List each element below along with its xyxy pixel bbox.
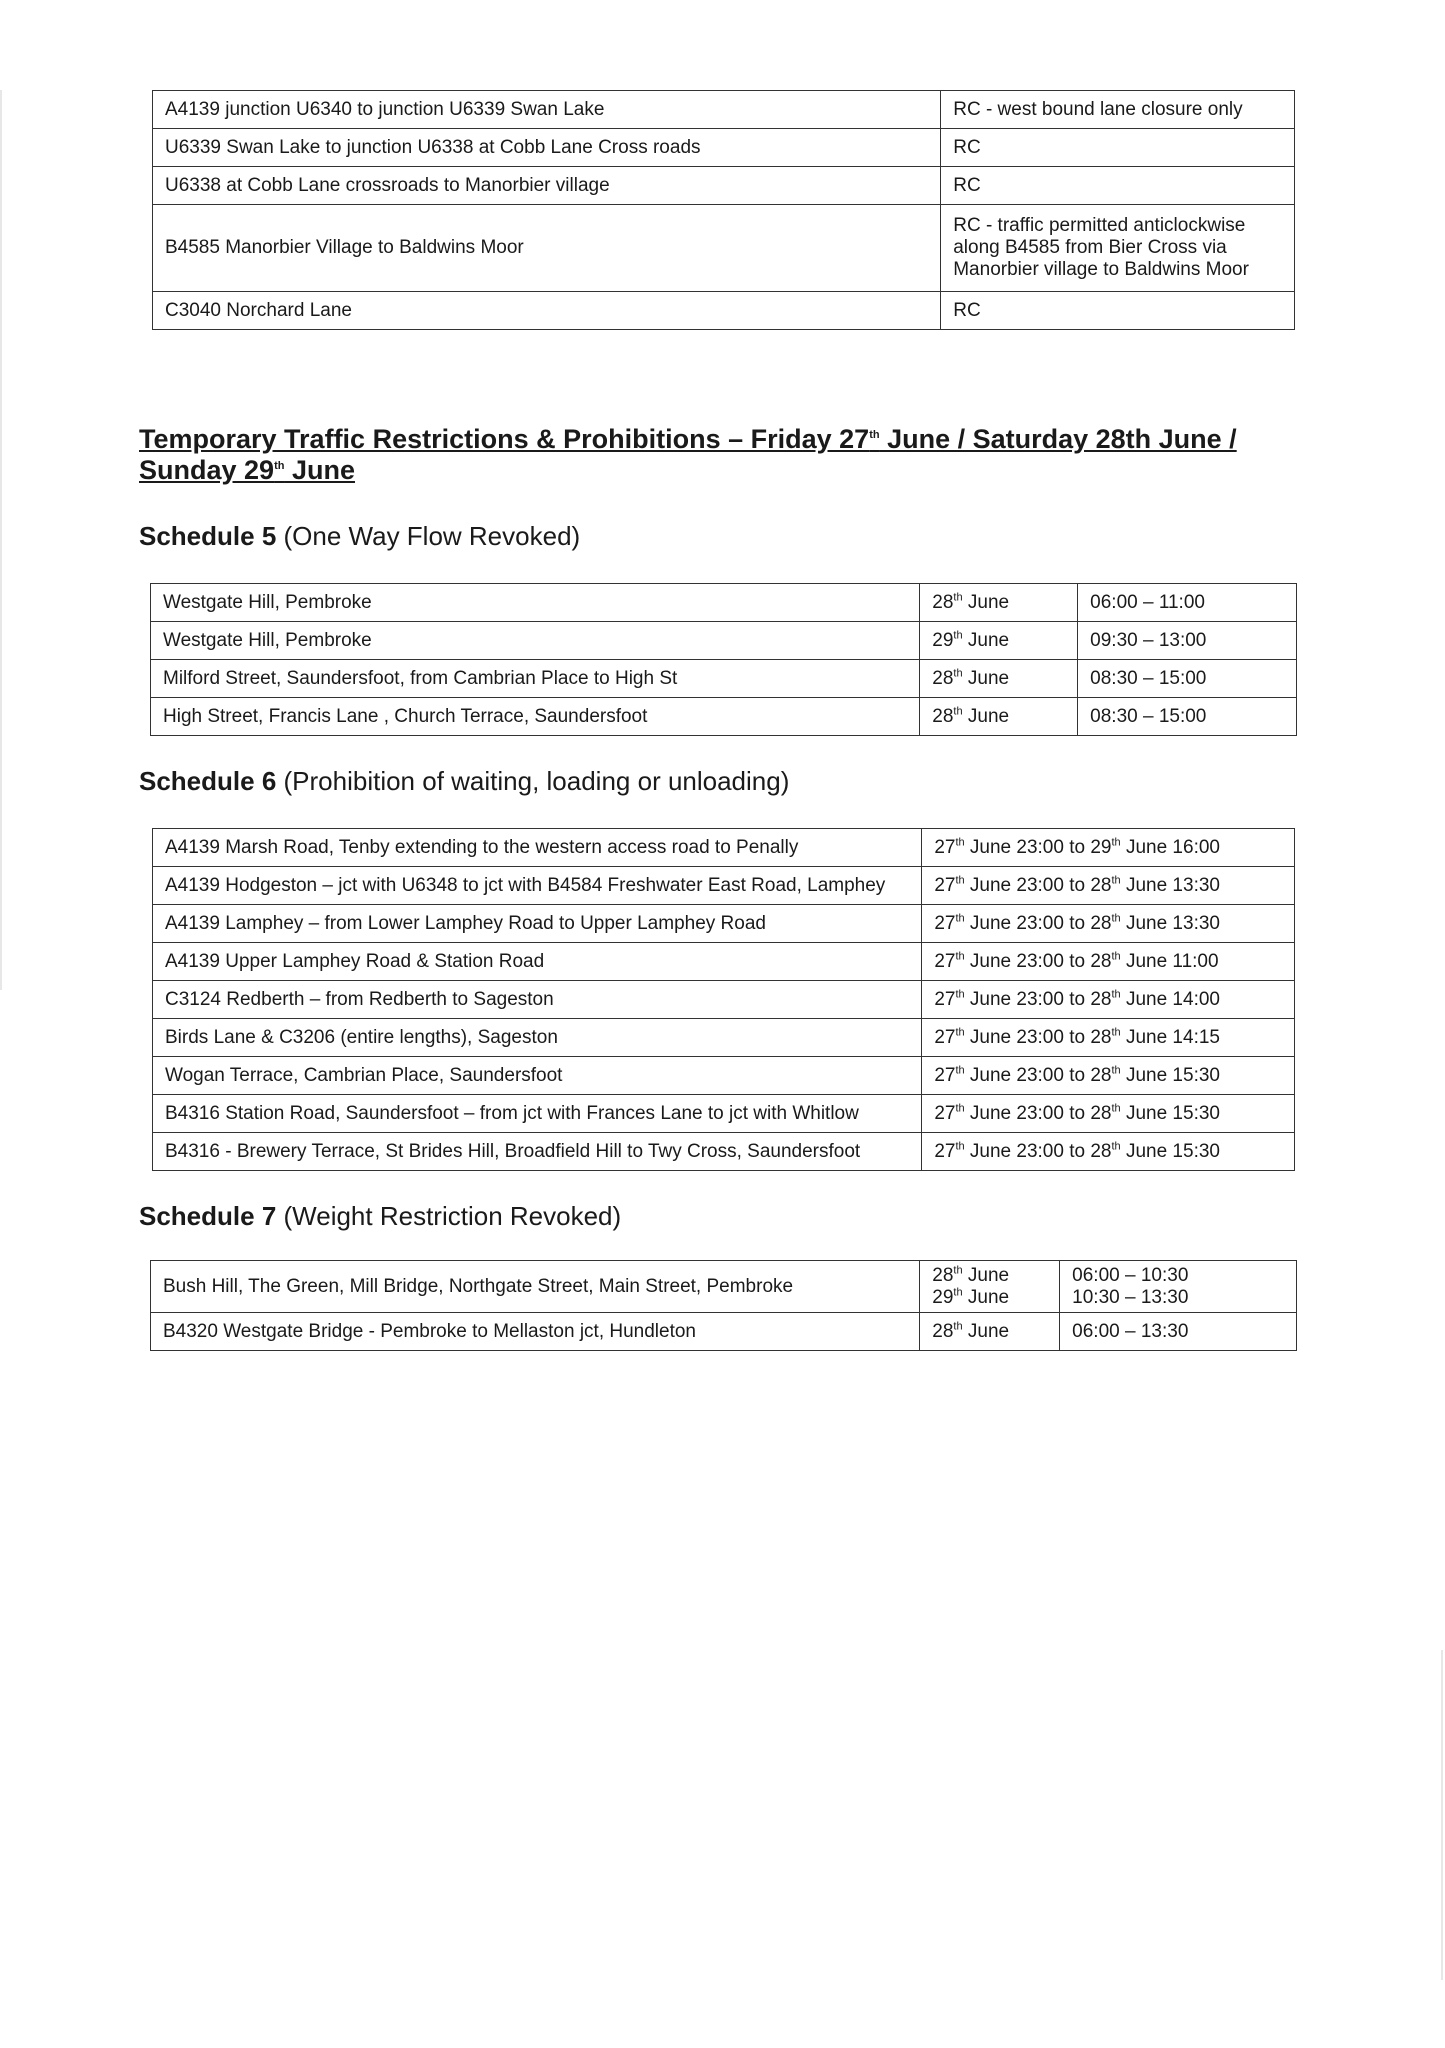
time-cell xyxy=(1060,1261,1297,1313)
road-cell: C3040 Norchard Lane xyxy=(153,292,941,330)
table-row xyxy=(153,1057,1295,1095)
table-row xyxy=(151,1313,1297,1351)
road-cell: High Street, Francis Lane , Church Terrace, Saundersfoot xyxy=(151,698,920,736)
date-line: 28th June xyxy=(932,1264,1010,1286)
time-cell: 09:30 – 13:00 xyxy=(1078,622,1297,660)
period-cell: 27th June 23:00 to 28th June 13:30 xyxy=(922,867,1295,905)
date-cell xyxy=(920,1261,1060,1313)
table-row xyxy=(153,905,1295,943)
schedule-7-table xyxy=(150,1260,1297,1351)
road-cell: A4139 junction U6340 to junction U6339 Swan Lake xyxy=(153,91,941,129)
period-cell: 27th June 23:00 to 28th June 11:00 xyxy=(922,943,1295,981)
restriction-cell: RC - west bound lane closure only xyxy=(941,91,1295,129)
table-row xyxy=(151,584,1297,622)
page-heading: Temporary Traffic Restrictions & Prohibitions – Friday 27th June / Saturday 28th June / Sunday 29th June xyxy=(139,424,1237,485)
road-cell: A4139 Upper Lamphey Road & Station Road xyxy=(153,943,922,981)
road-cell: Birds Lane & C3206 (entire lengths), Sageston xyxy=(153,1019,922,1057)
schedule-7-heading: Schedule 7 (Weight Restriction Revoked) xyxy=(139,1201,622,1231)
date-cell: 28th June xyxy=(920,660,1078,698)
period-cell: 27th June 23:00 to 28th June 13:30 xyxy=(922,905,1295,943)
road-cell: A4139 Hodgeston – jct with U6348 to jct with B4584 Freshwater East Road, Lamphey xyxy=(153,867,922,905)
period-cell: 27th June 23:00 to 29th June 16:00 xyxy=(922,829,1295,867)
restriction-cell: RC xyxy=(941,129,1295,167)
table-row xyxy=(153,867,1295,905)
table-row xyxy=(153,943,1295,981)
date-cell: 28th June xyxy=(920,1313,1060,1351)
road-cell: U6339 Swan Lake to junction U6338 at Cobb Lane Cross roads xyxy=(153,129,941,167)
table-row xyxy=(151,1261,1297,1313)
time-line: 10:30 – 13:30 xyxy=(1072,1286,1189,1308)
time-cell: 06:00 – 13:30 xyxy=(1060,1313,1297,1351)
road-cell: C3124 Redberth – from Redberth to Sageston xyxy=(153,981,922,1019)
table-row xyxy=(151,660,1297,698)
period-cell: 27th June 23:00 to 28th June 15:30 xyxy=(922,1057,1295,1095)
table-row xyxy=(153,829,1295,867)
table-row xyxy=(153,1019,1295,1057)
scan-edge-mark xyxy=(1441,1650,1443,1980)
period-cell: 27th June 23:00 to 28th June 14:15 xyxy=(922,1019,1295,1057)
time-cell: 08:30 – 15:00 xyxy=(1078,698,1297,736)
period-cell: 27th June 23:00 to 28th June 15:30 xyxy=(922,1095,1295,1133)
road-closure-table xyxy=(152,90,1295,330)
date-cell: 29th June xyxy=(920,622,1078,660)
table-row xyxy=(153,1095,1295,1133)
road-cell: B4320 Westgate Bridge - Pembroke to Mellaston jct, Hundleton xyxy=(151,1313,920,1351)
road-cell: A4139 Lamphey – from Lower Lamphey Road to Upper Lamphey Road xyxy=(153,905,922,943)
schedule-5-table xyxy=(150,583,1297,736)
road-cell: B4585 Manorbier Village to Baldwins Moor xyxy=(153,205,941,292)
table-row xyxy=(153,292,1295,330)
road-cell: Bush Hill, The Green, Mill Bridge, Northgate Street, Main Street, Pembroke xyxy=(151,1261,920,1313)
restriction-cell: RC xyxy=(941,167,1295,205)
table-row xyxy=(153,91,1295,129)
road-cell: B4316 Station Road, Saundersfoot – from jct with Frances Lane to jct with Whitlow xyxy=(153,1095,922,1133)
time-cell: 08:30 – 15:00 xyxy=(1078,660,1297,698)
restriction-cell: RC - traffic permitted anticlockwise along B4585 from Bier Cross via Manorbier village to Baldwins Moor xyxy=(941,205,1295,292)
table-row xyxy=(151,622,1297,660)
road-cell: A4139 Marsh Road, Tenby extending to the western access road to Penally xyxy=(153,829,922,867)
table-row xyxy=(153,205,1295,292)
period-cell: 27th June 23:00 to 28th June 15:30 xyxy=(922,1133,1295,1171)
road-cell: Westgate Hill, Pembroke xyxy=(151,584,920,622)
road-cell: Milford Street, Saundersfoot, from Cambrian Place to High St xyxy=(151,660,920,698)
table-row xyxy=(153,981,1295,1019)
date-cell: 28th June xyxy=(920,584,1078,622)
scan-edge-mark xyxy=(0,90,2,990)
time-line: 06:00 – 10:30 xyxy=(1072,1264,1189,1286)
table-row xyxy=(151,698,1297,736)
restriction-cell: RC xyxy=(941,292,1295,330)
road-cell: U6338 at Cobb Lane crossroads to Manorbier village xyxy=(153,167,941,205)
period-cell: 27th June 23:00 to 28th June 14:00 xyxy=(922,981,1295,1019)
schedule-6-table xyxy=(152,828,1295,1171)
road-cell: B4316 - Brewery Terrace, St Brides Hill, Broadfield Hill to Twy Cross, Saundersfoot xyxy=(153,1133,922,1171)
table-row xyxy=(153,167,1295,205)
time-cell: 06:00 – 11:00 xyxy=(1078,584,1297,622)
road-cell: Westgate Hill, Pembroke xyxy=(151,622,920,660)
date-cell: 28th June xyxy=(920,698,1078,736)
table-row xyxy=(153,1133,1295,1171)
table-row xyxy=(153,129,1295,167)
road-cell: Wogan Terrace, Cambrian Place, Saundersfoot xyxy=(153,1057,922,1095)
schedule-5-heading: Schedule 5 (One Way Flow Revoked) xyxy=(139,521,581,551)
schedule-6-heading: Schedule 6 (Prohibition of waiting, loading or unloading) xyxy=(139,766,790,796)
date-line: 29th June xyxy=(932,1286,1010,1308)
